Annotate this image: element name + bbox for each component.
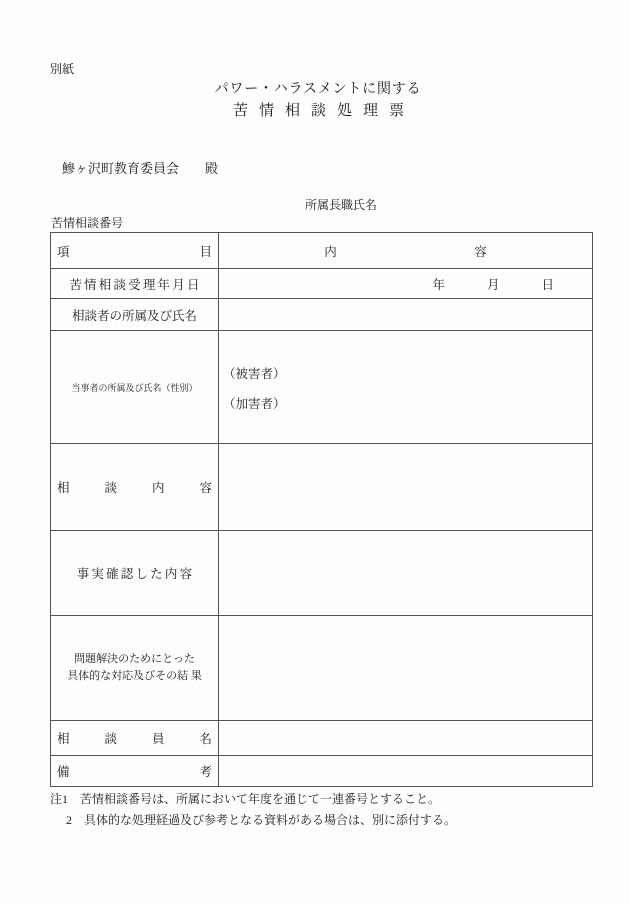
row-label-consulter-text: 相談者の所属及び氏名 [71, 308, 197, 323]
row-label-verified-facts-text: 事実確認した内容 [76, 567, 195, 581]
header-cell-item [51, 233, 219, 269]
row-label-consulter [51, 299, 219, 331]
header-item-label: 項 目 [57, 244, 212, 259]
date-day-label: 日 [541, 277, 554, 292]
row-label-receipt-date [51, 269, 219, 299]
footnotes [50, 789, 590, 831]
row-label-counselor-name [51, 721, 219, 756]
table-row-consultation-content [51, 444, 593, 531]
document-title-line-1: パワー・ハラスメントに関する [214, 82, 422, 97]
row-label-actions-taken-line-1: 問題解決のためにとった [74, 653, 195, 665]
row-label-remarks [51, 756, 219, 787]
date-month-label: 月 [486, 277, 500, 292]
row-value-consulter[interactable] [219, 299, 593, 331]
row-label-parties [51, 331, 219, 444]
complaint-form-table [50, 232, 593, 787]
row-value-counselor-name[interactable] [219, 721, 593, 756]
footnote-2: 2 具体的な処理経過及び参考となる資料がある場合は、別に添付する。 [66, 813, 457, 827]
row-label-consultation-content [51, 444, 219, 531]
row-value-remarks[interactable] [219, 756, 593, 787]
document-title [0, 80, 630, 122]
row-value-parties[interactable] [219, 331, 593, 444]
row-label-receipt-date-text: 苦情相談受理年月日 [69, 277, 202, 292]
footnote-1: 注1 苦情相談番号は、所属において年度を通じて一連番号とすること。 [50, 792, 441, 806]
party-offender-label: （加害者） [223, 397, 286, 411]
table-header-row [51, 233, 593, 269]
case-number-label: 苦情相談番号 [51, 215, 218, 233]
table-row-receipt-date [51, 269, 593, 299]
header-detail-label: 内 容 [324, 244, 487, 259]
table-row-verified-facts [51, 531, 593, 616]
party-victim-label: （被害者） [223, 367, 286, 381]
document-title-line-2: 苦情相談処理票 [232, 103, 415, 119]
row-value-verified-facts[interactable] [219, 531, 593, 616]
table-row-remarks [51, 756, 593, 787]
table-row-parties [51, 331, 593, 444]
row-label-parties-text: 当事者の所属及び氏名（性別） [71, 382, 198, 393]
table-row-consulter [51, 299, 593, 331]
date-fields [219, 275, 592, 293]
table-row-actions-taken [51, 616, 593, 721]
row-label-remarks-text: 備 考 [57, 765, 212, 779]
row-label-verified-facts [51, 531, 219, 616]
table-row-counselor-name [51, 721, 593, 756]
row-value-actions-taken[interactable] [219, 616, 593, 721]
row-value-consultation-content[interactable] [219, 444, 593, 531]
date-year-label: 年 [432, 277, 445, 292]
row-label-counselor-name-text: 相 談 員 名 [57, 732, 212, 746]
supervisor-name-label: 所属長職氏名 [304, 198, 377, 212]
header-cell-detail [219, 233, 593, 269]
row-label-actions-taken [51, 616, 219, 721]
row-value-receipt-date[interactable] [219, 269, 593, 299]
addressee: 鰺ヶ沢町教育委員会 殿 [62, 161, 219, 176]
row-label-actions-taken-line-2: 具体的な対応及びその結 果 [67, 670, 202, 682]
attachment-label: 別紙 [50, 62, 75, 76]
row-label-consultation-content-text: 相 談 内 容 [57, 481, 212, 495]
